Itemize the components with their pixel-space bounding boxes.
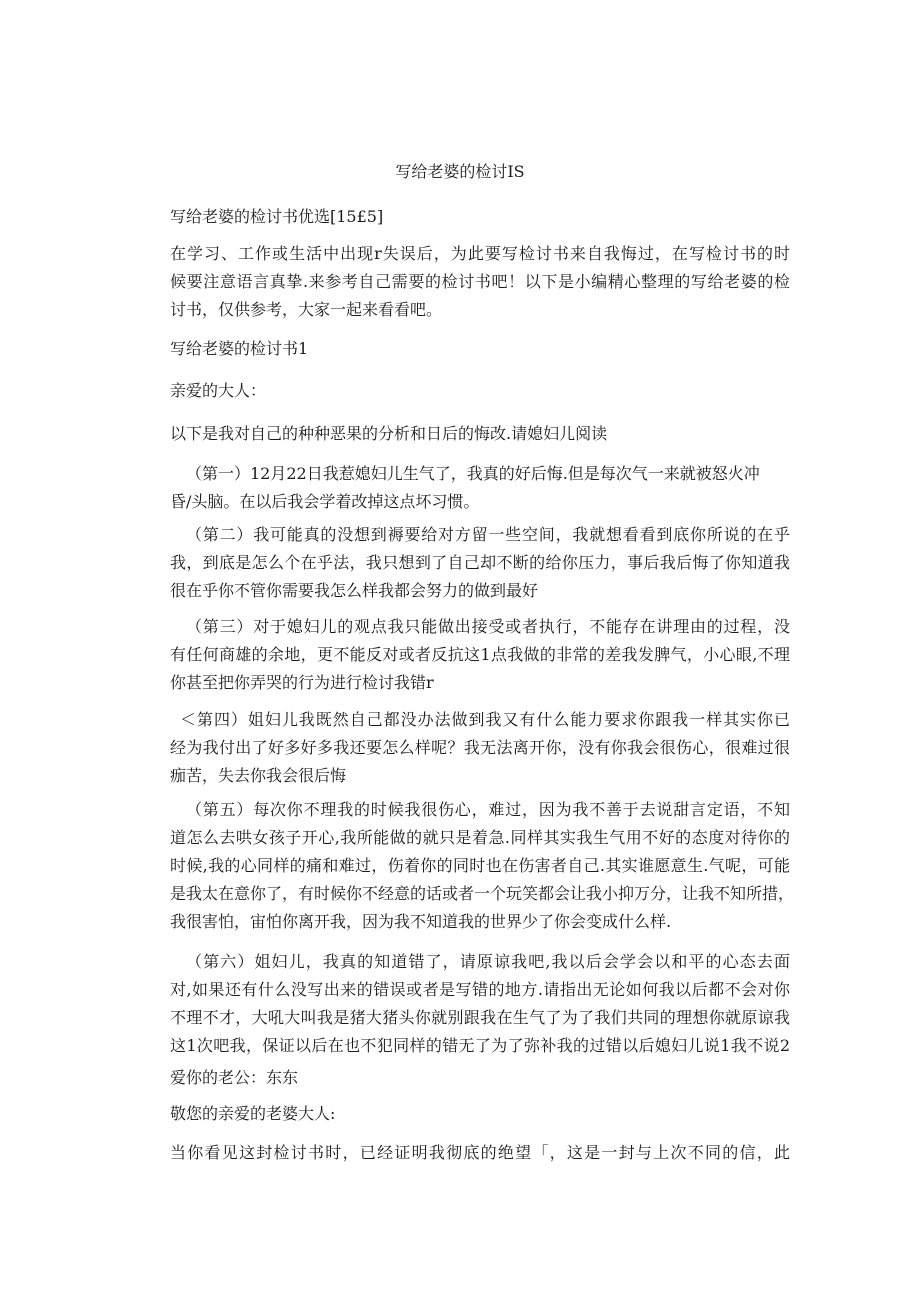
intro-line: 候要注意语言真挚.来参考自己需要的检讨书吧！以下是小编精心整理的写给老婆的检 — [170, 272, 790, 291]
letter1-heading — [170, 335, 790, 363]
final-line-text: 当你看见这封检讨书时，已经证明我彻底的绝望「，这是一封与上次不同的信，此 — [170, 1143, 790, 1162]
item-line: 时候,我的心同样的痛和难过，伤着你的同时也在伤害者自己.其实谁愿意生.气呢，可能 — [170, 856, 790, 875]
intro-line: 在学习、工作或生活中出现r失误后，为此要写检讨书来自我悔过，在写检讨书的时 — [170, 244, 790, 263]
item-line: 不理不才，大吼大叫我是猪大猪头你就别跟我在生气了为了我们共同的理想你就原谅我 — [170, 1008, 790, 1027]
item-line: 我很害怕，宙怕你离开我，因为我不知道我的世界少了你会变成什么样. — [170, 912, 672, 931]
item-line: 我，到底是怎么个在乎法，我只想到了自己却不断的给你压力，事后我后悔了你知道我 — [170, 553, 790, 572]
item-line: 痂苦，失去你我会很后悔 — [170, 766, 347, 785]
item-line: （第三）对于媳妇儿的观点我只能做出接受或者执行，不能存在讲理由的过程，没 — [186, 617, 790, 636]
item-line: （第六）姐妇儿，我真的知道错了，请原谅我吧,我以后会学会以和平的心态去面 — [186, 952, 790, 971]
item-paragraph-3 — [170, 613, 790, 697]
final-paragraph — [170, 1139, 790, 1167]
salutation-1-text: 亲爱的大人： — [170, 381, 267, 400]
letter1-heading-text: 写给老婆的检讨书1 — [170, 339, 309, 358]
item-paragraph-5 — [170, 796, 795, 936]
item-line: 昏/头脑。在以后我会学着改掉这点坏习惯。 — [170, 492, 480, 511]
lead-line — [170, 420, 790, 448]
salutation-2-text: 敬您的亲爱的老婆大人: — [170, 1104, 336, 1123]
item-line: 有任何商雄的余地，更不能反对或者反抗这1点我做的非常的差我发脾气，小心眼,不理 — [170, 645, 790, 664]
item-paragraph-6 — [170, 948, 790, 1060]
item-line: 这1次吧我，保证以后在也不犯同样的错无了为了弥补我的过错以后媳妇儿说1我不说2 — [170, 1036, 790, 1055]
document-subtitle — [170, 203, 790, 231]
item-line: ＜第四）姐妇儿我既然自己都没办法做到我又有什么能力要求你跟我一样其实你已 — [180, 710, 790, 729]
item-paragraph-2 — [170, 521, 790, 605]
item-paragraph-1 — [170, 460, 790, 516]
item-line: （第一）12月22日我惹媳妇儿生气了，我真的好后悔.但是每次气一来就被怒火冲 — [186, 464, 760, 483]
intro-line: 讨书，仅供参考，大家一起来看看吧。 — [170, 300, 443, 319]
item-line: 是我太在意你了，有时候你不经意的话或者一个玩笑都会让我小抑万分，让我不知所措， — [170, 884, 795, 903]
document-title: 写给老婆的检讨IS — [395, 162, 525, 181]
item-paragraph-4 — [170, 706, 790, 790]
item-line: 道怎么去哄女孩子开心,我所能做的就只是着急.同样其实我生气用不好的态度对待你的 — [170, 828, 790, 847]
signoff — [170, 1064, 790, 1092]
intro-paragraph — [170, 240, 790, 324]
salutation-1 — [170, 377, 790, 405]
item-line: 对,如果还有什么没写出来的错误或者是写错的地方.请指出无论如何我以后都不会对你 — [170, 980, 790, 999]
lead-line-text: 以下是我对自己的种种恶果的分析和日后的悔改.请媳妇儿阅读 — [170, 424, 608, 443]
item-line: （第五）每次你不理我的时候我很伤心，难过，因为我不善于去说甜言定语，不知 — [186, 800, 790, 819]
item-line: （第二）我可能真的没想到褥要给对方留一些空间，我就想看看到底你所说的在乎 — [186, 525, 790, 544]
item-line: 你甚至把你弄哭的行为进行检讨我错r — [170, 673, 434, 692]
signoff-text: 爱你的老公：东东 — [170, 1068, 299, 1087]
salutation-2 — [170, 1100, 790, 1128]
item-line: 很在乎你不管你需要我怎么样我都会努力的做到最好 — [170, 581, 539, 600]
subtitle-text: 写给老婆的检讨书优选[15£5] — [170, 207, 384, 226]
item-line: 经为我付出了好多好多我还要怎么样呢？我无法离开你，没有你我会很伤心，很难过很 — [170, 738, 790, 757]
